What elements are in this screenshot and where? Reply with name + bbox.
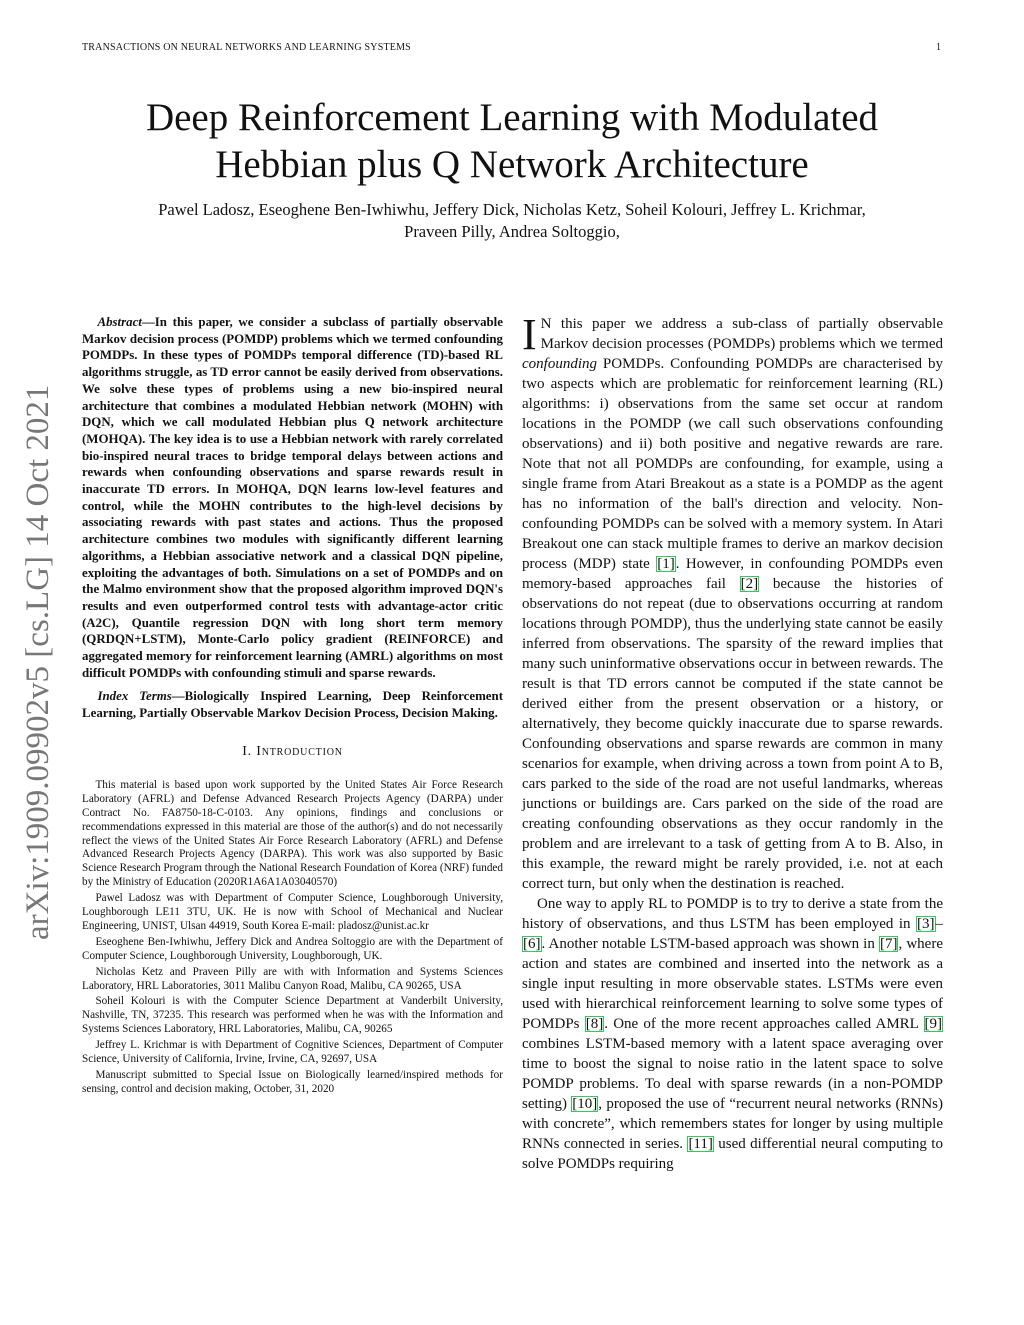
intro-paragraph-2 [522, 894, 943, 1174]
citation-link[interactable]: [8] [585, 1016, 604, 1032]
citation-link[interactable]: [10] [572, 1096, 598, 1112]
abstract-text: —In this paper, we consider a subclass of partially observable Markov decision process (POMDP) problems which we termed confounding POMDPs. In these types of POMDPs temporal difference (TD)-based RL algorithms struggle, as TD error cannot be easily derived from observations. We solve these types of problems using a new bio-inspired neural architecture that combines a modulated Hebbian network (MOHN) with DQN, which we call modulated Hebbian plus Q network architecture (MOHQA). The key idea is to use a Hebbian network with rarely correlated bio-inspired neural traces to bridge temporal delays between actions and rewards when confounding observations and sparse rewards result in inaccurate TD errors. In MOHQA, DQN learns low-level features and control, while the MOHN contributes to the high-level decisions by associating rewards with past states and actions. Thus the proposed architecture combines two modules with significantly different learning algorithms, a Hebbian associative network and a classical DQN pipeline, exploiting the advantages of both. Simulations on a set of POMDPs and on the Malmo environment show that the proposed algorithm improved DQN's results and even outperformed control tests with advantage-actor critic (A2C), Quantile regression DQN with long short term memory (QRDQN+LSTM), Monte-Carlo policy gradient (REINFORCE) and aggregated memory for reinforcement learning (AMRL) algorithms on most difficult POMDPs with confounding stimuli and sparse rewards. [82, 315, 503, 680]
citation-link[interactable]: [7] [879, 936, 898, 952]
intro-text: , where action and states are combined and inserted into the network as a single input resulting in more observable states. LSTMs were even used with hierarchical reinforcement learning to solve some types of POMDPs [522, 936, 943, 1032]
authors-line-2: Praveen Pilly, Andrea Soltoggio, [404, 222, 620, 241]
abstract [82, 314, 503, 681]
paper-title [80, 94, 944, 188]
citation-link[interactable]: [1] [657, 556, 675, 572]
running-head: TRANSACTIONS ON NEURAL NETWORKS AND LEARNING SYSTEMS [82, 42, 411, 53]
abstract-lead: Abstract [97, 315, 142, 329]
index-terms [82, 688, 503, 721]
citation-link[interactable]: [11] [688, 1136, 713, 1152]
intro-text: – [935, 916, 943, 932]
section-heading-introduction: I. Introduction [242, 743, 343, 759]
footnote-funding: This material is based upon work supported by the United States Air Force Research Laboratory (AFRL) and Defense Advanced Research Projects Agency (DARPA) under Contract No. FA8750-18-C-0103. Any opinions, findings and conclusions or recommendations expressed in this material are those of the author(s) and do not necessarily reflect the views of the United States Air Force Research Laboratory (AFRL) and Defense Advanced Research Projects Agency (DARPA). This work was also supported by Basic Science Research Program through the National Research Foundation of Korea (NRF) funded by the Ministry of Education (2020R1A6A1A03040570) [82, 778, 503, 889]
intro-paragraph-1 [522, 310, 943, 894]
citation-link[interactable]: [3] [917, 916, 935, 932]
page-number: 1 [936, 42, 941, 53]
footnote-affiliation: Pawel Ladosz was with Department of Computer Science, Loughborough University, Loughborough LE11 3TU, UK. He is now with School of Mechanical and Nuclear Engineering, UNIST, Ulsan 44919, South Korea E-mail: pladosz@unist.ac.kr [82, 892, 503, 932]
author-list [80, 199, 944, 243]
intro-text: , proposed the use of “recurrent neural networks (RNNs) with concrete”, which remembers states for longer by using multiple RNNs connected in series. [522, 1096, 943, 1152]
emphasis-confounding: confounding [522, 356, 597, 372]
intro-text: . Another notable LSTM-based approach was shown in [541, 936, 879, 952]
intro-text: used differential neural computing to solve POMDPs requiring [522, 1136, 943, 1172]
footnote-affiliation: Soheil Kolouri is with the Computer Science Department at Vanderbilt University, Nashville, TN, 37235. This research was performed when he was with the Information and Systems Sciences Laboratory, HRL Laboratories, Malibu, CA, 90265 [82, 995, 503, 1036]
intro-text: N this paper we address a sub-class of partially observable Markov decision processes (POMDPs) problems which we termed [540, 316, 943, 352]
drop-cap: I [522, 310, 537, 359]
citation-link[interactable]: [6] [523, 936, 541, 952]
footnote-affiliation: Jeffrey L. Krichmar is with Department of Cognitive Sciences, Department of Computer Science, University of California, Irvine, Irvine, CA, 92697, USA [82, 1039, 503, 1066]
index-terms-lead: Index Terms [97, 689, 172, 704]
footnotes [82, 779, 503, 1097]
footnote-manuscript: Manuscript submitted to Special Issue on Biologically learned/inspired methods for sensing, control and decision making, October, 31, 2020 [82, 1069, 503, 1095]
left-column [82, 314, 503, 1099]
title-line-1: Deep Reinforcement Learning with Modulated [145, 96, 879, 139]
right-column [522, 310, 943, 1174]
citation-link[interactable]: [2] [740, 576, 759, 592]
footnote-affiliation: Eseoghene Ben-Iwhiwhu, Jeffery Dick and Andrea Soltoggio are with the Department of Computer Science, Loughborough University, Loughborough, UK. [82, 935, 503, 962]
intro-text: One way to apply RL to POMDP is to try to derive a state from the history of observations, and thus LSTM has been employed in [522, 896, 943, 932]
citation-link[interactable]: [9] [924, 1016, 942, 1032]
intro-text: . However, in confounding POMDPs even memory-based approaches fail [522, 556, 943, 592]
index-terms-text: —Biologically Inspired Learning, Deep Reinforcement Learning, Partially Observable Markov Decision Process, Decision Making. [82, 689, 503, 721]
intro-text: . One of the more recent approaches called AMRL [604, 1016, 924, 1032]
intro-text: combines LSTM-based memory with a latent space averaging over time to boost the signal to noise ratio in the latent space to solve POMDP problems. To deal with sparse rewards (in a non-POMDP setting) [522, 1036, 943, 1112]
intro-text: because the histories of observations do not repeat (due to observations occurring at random locations through POMDP), thus the underlying state cannot be easily inferred from observations. The sparsity of the reward implies that many such uninformative observations occur in between rewards. The result is that TD errors cannot be computed if the state cannot be derived either from the present observation or a history, or alternatively, they become quickly inaccurate due to sparse rewards. Confounding observations and sparse rewards are common in many scenarios for example, when driving across a town from point A to B, cars parked to the side of the road are not useful landmarks, whereas junctions or buildings are. Cars parked on the side of the road are creating confounding observations as they occur randomly in the problem and are irrelevant to a task of getting from A to B. Also, in this example, the reward might be rarely provided, i.e. not at each correct turn, but only when the destination is reached. [522, 576, 943, 892]
arxiv-side-stamp: arXiv:1909.09902v5 [cs.LG] 14 Oct 2021 [20, 384, 56, 940]
footnote-affiliation: Nicholas Ketz and Praveen Pilly are with with Information and Systems Sciences Laboratory, HRL Laboratories, 3011 Malibu Canyon Road, Malibu, CA 90265, USA [82, 965, 503, 992]
authors-line-1: Pawel Ladosz, Eseoghene Ben-Iwhiwhu, Jeffery Dick, Nicholas Ketz, Soheil Kolouri, Jeffrey L. Krichmar, [158, 200, 866, 219]
title-line-2: Hebbian plus Q Network Architecture [215, 143, 809, 186]
intro-text: POMDPs. Confounding POMDPs are characterised by two aspects which are problematic for reinforcement learning (RL) algorithms: i) observations from the same set occur at random locations in the POMDP (we call such observations confounding observations) and ii) both positive and negative rewards are rare. Note that not all POMDPs are confounding, for example, using a single frame from Atari Breakout as a state is a POMDP as the agent has no information of the ball's direction and velocity. Non-confounding POMDPs can be solved with a memory system. In Atari Breakout one can stack multiple frames to derive an markov decision process (MDP) state [522, 356, 943, 572]
